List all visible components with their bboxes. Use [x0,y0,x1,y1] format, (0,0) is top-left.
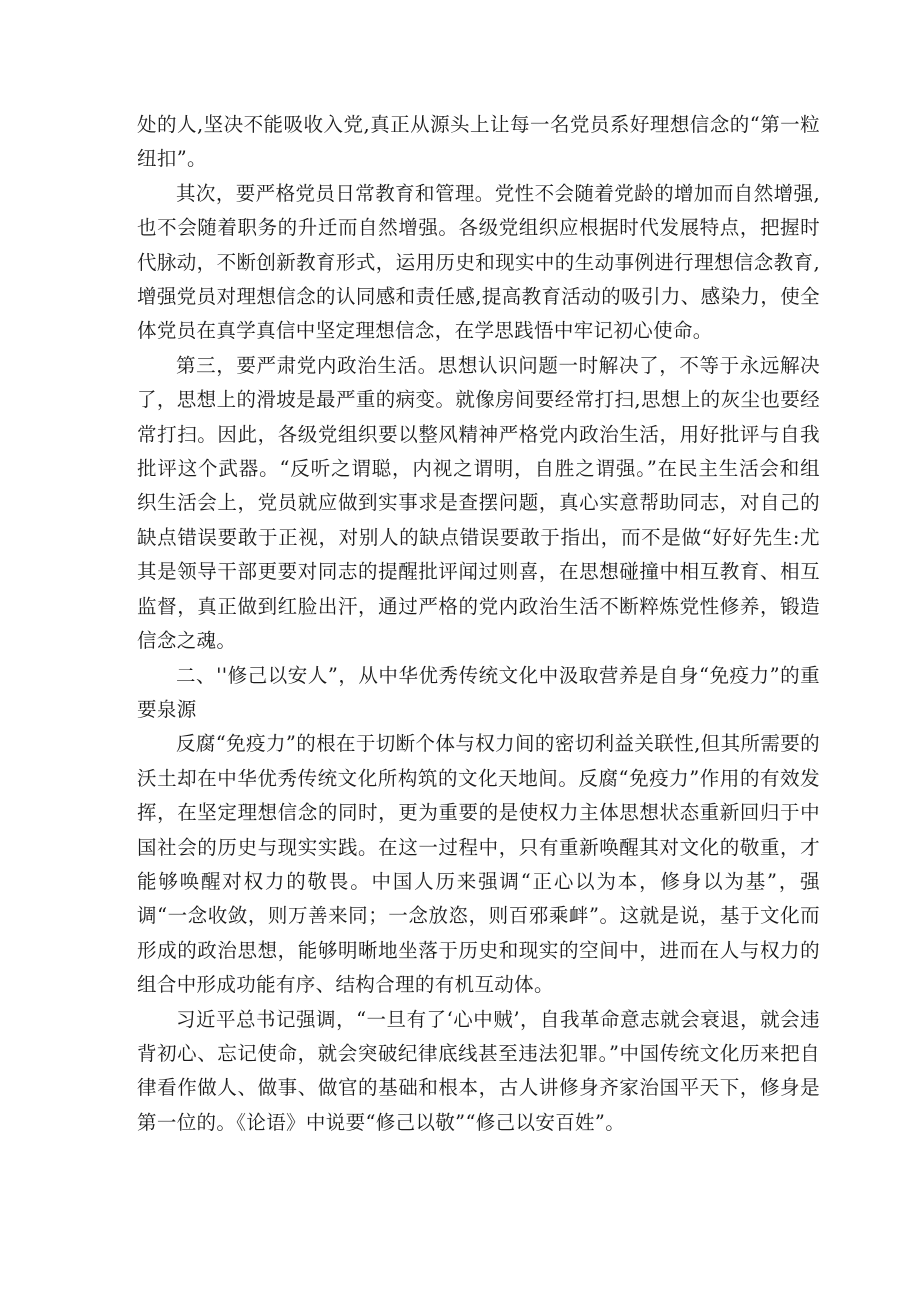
paragraph-self-discipline: 习近平总书记强调，“一旦有了‘心中贼’，自我革命意志就会衰退，就会违背初心、忘记使命，就会突破纪律底线甚至违法犯罪。”中国传统文化历来把自律看作做人、做事、做官的基础和根本，古人讲修身齐家治国平天下，修身是第一位的。《论语》中说要“修己以敬”“修己以安百姓”。 [137,1007,820,1134]
paragraph-continuation: 处的人,坚决不能吸收入党,真正从源头上让每一名党员系好理想信念的“第一粒纽扣”。 [137,113,820,171]
paragraph-education-management: 其次，要严格党员日常教育和管理。党性不会随着党龄的增加而自然增强,也不会随着职务的升迁而自然增强。各级党组织应根据时代发展特点，把握时代脉动，不断创新教育形式，运用历史和现实中的生动事例进行理想信念教育,增强党员对理想信念的认同感和责任感,提高教育活动的吸引力、感染力，使全体党员在真学真信中坚定理想信念，在学思践悟中牢记初心使命。 [137,181,820,343]
section-heading: 二、''修己以安人”，从中华优秀传统文化中汲取营养是自身“免疫力”的重要泉源 [137,663,820,721]
paragraph-traditional-culture: 反腐“免疫力”的根在于切断个体与权力间的密切利益关联性,但其所需要的沃土却在中华优秀传统文化所构筑的文化天地间。反腐“免疫力”作用的有效发挥，在坚定理想信念的同时，更为重要的是使权力主体思想状态重新回归于中国社会的历史与现实实践。在这一过程中，只有重新唤醒其对文化的敬重，才能够唤醒对权力的敬畏。中国人历来强调“正心以为本，修身以为基”，强调“一念收敛，则万善来同；一念放恣，则百邪乘衅”。这就是说，基于文化而形成的政治思想，能够明晰地坐落于历史和现实的空间中，进而在人与权力的组合中形成功能有序、结构合理的有机互动体。 [137,732,820,997]
paragraph-political-life: 第三，要严肃党内政治生活。思想认识问题一时解决了，不等于永远解决了，思想上的滑坡是最严重的病变。就像房间要经常打扫,思想上的灰尘也要经常打扫。因此，各级党组织要以整风精神严格党内政治生活，用好批评与自我批评这个武器。“反听之谓聪，内视之谓明，自胜之谓强。”在民主生活会和组织生活会上，党员就应做到实事求是查摆问题，真心实意帮助同志，对自己的缺点错误要敢于正视，对别人的缺点错误要敢于指出，而不是做“好好先生:尤其是领导干部更要对同志的提醒批评闻过则喜，在思想碰撞中相互教育、相互监督，真正做到红脸出汗，通过严格的党内政治生活不断粹炼党性修养，锻造信念之魂。 [137,353,820,653]
